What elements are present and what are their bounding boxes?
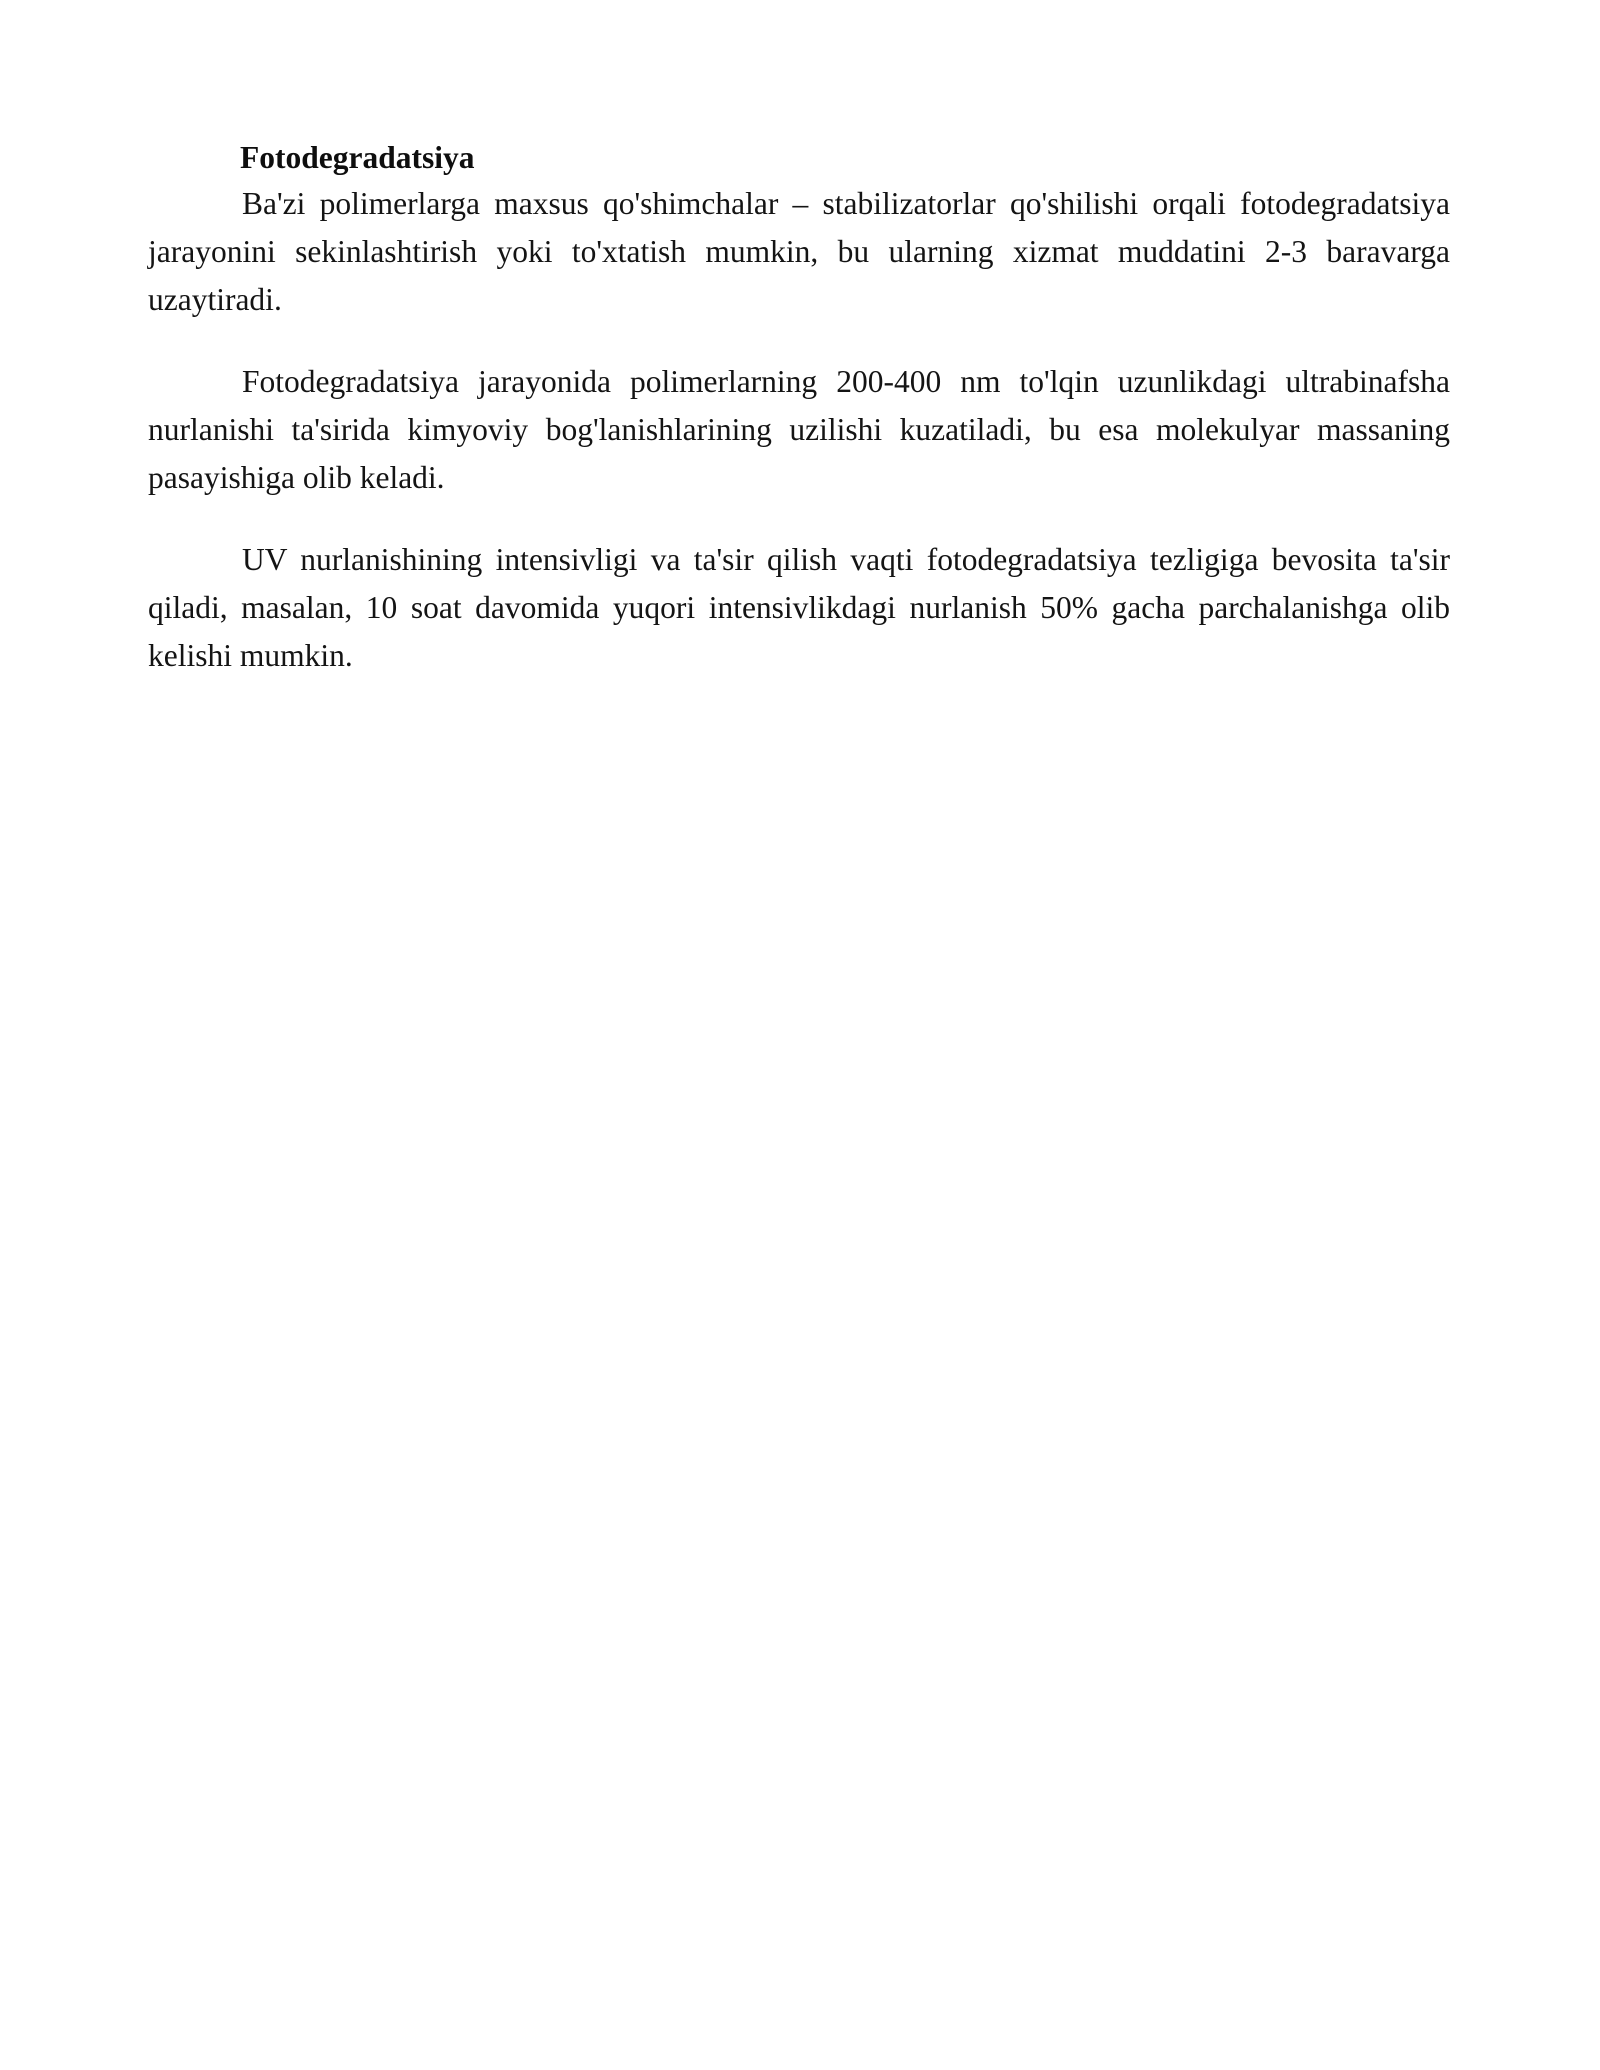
paragraph-1: Ba'zi polimerlarga maxsus qo'shimchalar – stabilizatorlar qo'shilishi orqali fotodegradatsiya jarayonini sekinlashtirish yoki to'xtatish mumkin, bu ularning xizmat muddatini 2-3 baravarga uzaytiradi. bbox=[148, 186, 1450, 317]
paragraph-2: Fotodegradatsiya jarayonida polimerlarning 200-400 nm to'lqin uzunlikdagi ultrabinafsha nurlanishi ta'sirida kimyoviy bog'lanishlarining uzilishi kuzatiladi, bu esa molekulyar massaning pasayishiga olib keladi. bbox=[148, 364, 1450, 495]
paragraph-3: UV nurlanishining intensivligi va ta'sir qilish vaqti fotodegradatsiya tezligiga bevosita ta'sir qiladi, masalan, 10 soat davomida yuqori intensivlikdagi nurlanish 50% gacha parchalanishga olib kelishi mumkin. bbox=[148, 542, 1450, 673]
section-heading: Fotodegradatsiya bbox=[240, 140, 475, 175]
document-body bbox=[148, 136, 1450, 714]
